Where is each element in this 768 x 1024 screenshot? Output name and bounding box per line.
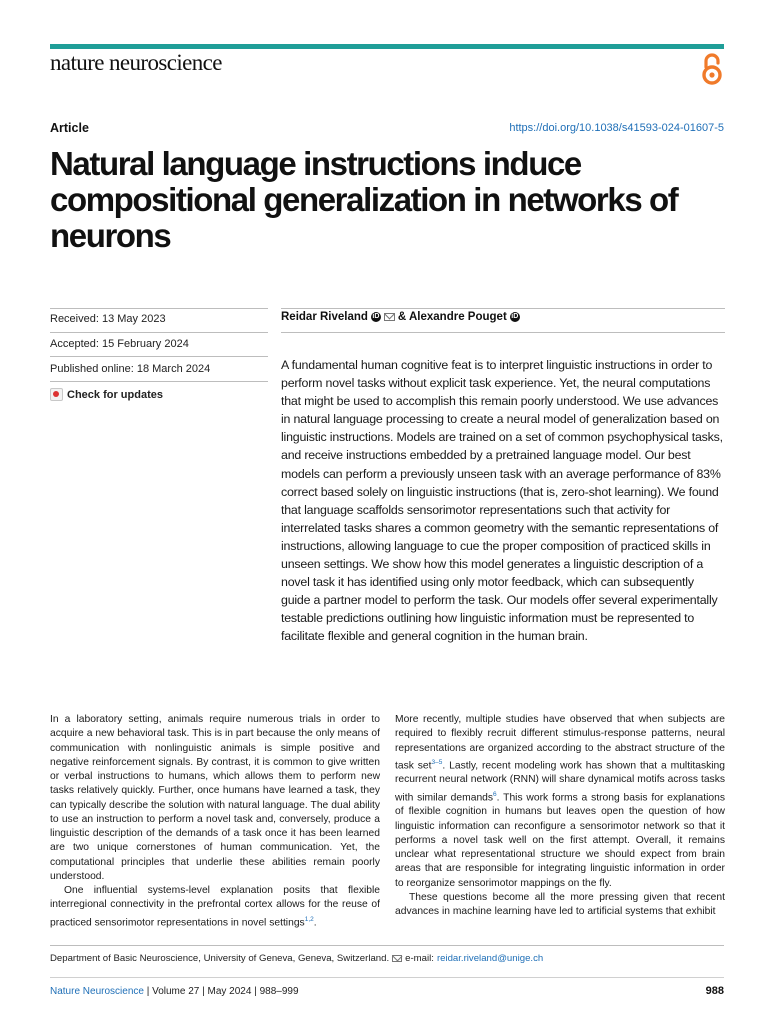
article-type-label: Article bbox=[50, 121, 89, 135]
email-label: e-mail: bbox=[405, 953, 434, 964]
affiliation-note bbox=[50, 953, 543, 964]
authors-divider bbox=[281, 332, 725, 333]
author-pouget[interactable]: & Alexandre Pouget bbox=[397, 311, 507, 323]
body-column-left bbox=[50, 713, 380, 930]
footer-issue: | Volume 27 | May 2024 | 988–999 bbox=[143, 986, 299, 997]
body-paragraph: These questions become all the more pressing given that recent advances in machine learning have led to artificial systems that exhibit bbox=[395, 891, 725, 918]
meta-divider bbox=[50, 356, 268, 357]
page-number: 988 bbox=[705, 985, 724, 997]
abstract: A fundamental human cognitive feat is to interpret linguistic instructions in order to perform novel tasks without explicit task experience. Yet, the neural computations that might be used to accomplish this remain poorly understood. We use advances in natural language processing to create a neural model of generalization based on linguistic instructions. Models are trained on a set of common psychophysical tasks, and receive instructions embedded by a pretrained language model. Our best models can perform a previously unseen task with an average performance of 83% correct based solely on linguistic instructions (that is, zero-shot learning). We found that language scaffolds sensorimotor representations such that activity for interrelated tasks shares a common geometry with the semantic representations of instructions, allowing language to cue the proper composition of practiced skills in unseen settings. We show how this model generates a linguistic description of a novel task it has identified using only motor feedback, which can subsequently guide a partner model to perform the task. Our models offer several experimentally testable predictions outlining how linguistic information must be represented to facilitate flexible and general cognition in the human brain. bbox=[281, 358, 723, 644]
check-updates-button[interactable] bbox=[50, 388, 268, 401]
orcid-icon[interactable]: iD bbox=[372, 313, 380, 320]
accepted-date: Accepted: 15 February 2024 bbox=[50, 338, 189, 350]
meta-divider bbox=[50, 332, 268, 333]
page-footer bbox=[50, 986, 299, 997]
author-riveland[interactable]: Reidar Riveland bbox=[281, 311, 368, 323]
email-icon bbox=[392, 955, 402, 962]
orcid-icon[interactable]: iD bbox=[511, 313, 519, 320]
journal-name[interactable]: nature neuroscience bbox=[50, 50, 222, 75]
authors-divider bbox=[281, 308, 725, 309]
citation-ref[interactable]: 3–5 bbox=[431, 758, 443, 766]
author-list bbox=[281, 311, 520, 323]
footnote-divider bbox=[50, 945, 724, 946]
footer-divider bbox=[50, 977, 724, 978]
received-date: Received: 13 May 2023 bbox=[50, 313, 166, 325]
article-title: Natural language instructions induce compositional generalization in networks of neurons bbox=[50, 145, 678, 254]
open-access-icon bbox=[700, 52, 724, 86]
body-column-right bbox=[395, 713, 725, 919]
email-icon[interactable] bbox=[384, 313, 395, 321]
doi-link[interactable]: https://doi.org/10.1038/s41593-024-01607-5 bbox=[509, 122, 724, 134]
affiliation-text: Department of Basic Neuroscience, University of Geneva, Geneva, Switzerland. bbox=[50, 953, 390, 964]
citation-ref[interactable]: 1,2 bbox=[304, 915, 314, 923]
footer-journal-link[interactable]: Nature Neuroscience bbox=[50, 986, 144, 997]
body-paragraph: One influential systems-level explanation posits that flexible interregional connectivity in the prefrontal cortex allows for the reuse of practiced sensorimotor representations in novel settings$^{1,2}$. bbox=[50, 885, 380, 928]
meta-divider bbox=[50, 308, 268, 309]
check-updates-icon bbox=[50, 388, 63, 401]
email-link[interactable]: reidar.riveland@unige.ch bbox=[436, 953, 544, 964]
check-updates-label: Check for updates bbox=[67, 388, 163, 401]
header-rule bbox=[50, 44, 724, 49]
body-paragraph: More recently, multiple studies have observed that when subjects are required to flexibly recruit different stimulus-response patterns, neural representations are organized according to the abstract structure of the task set$^{3-5}$. Lastly, recent modeling work has shown that a multitasking recurrent neural network (RNN) will share dynamical motifs across tasks with similar demands$^6$. This work forms a strong basis for explanations of flexible cognition in humans but leaves open the question of how linguistic information can reconfigure a sensorimotor network so that it performs a novel task well on the first attempt. Overall, it remains unclear what representational structure we should expect from brain areas that are responsible for integrating linguistic information in order to reorganize sensorimotor mappings on the fly. bbox=[395, 714, 725, 889]
published-date: Published online: 18 March 2024 bbox=[50, 363, 211, 375]
body-paragraph: In a laboratory setting, animals require numerous trials in order to acquire a new behavioral task. This is in part because the only means of communication with nonlinguistic animals is simple positive and negative reinforcement signals. By contrast, it is common to give written or verbal instructions to humans, which allows them to perform new tasks relatively quickly. Further, once humans have learned a task, they can typically describe the solution with natural language. The dual ability to use an instruction to perform a novel task and, conversely, produce a linguistic description of the demands of a task once it has been learned are two unique cornerstones of human communication. Yet, the computational principles that underlie these abilities remain poorly understood. bbox=[50, 714, 380, 882]
meta-divider bbox=[50, 381, 268, 382]
citation-ref[interactable]: 6 bbox=[493, 790, 497, 798]
